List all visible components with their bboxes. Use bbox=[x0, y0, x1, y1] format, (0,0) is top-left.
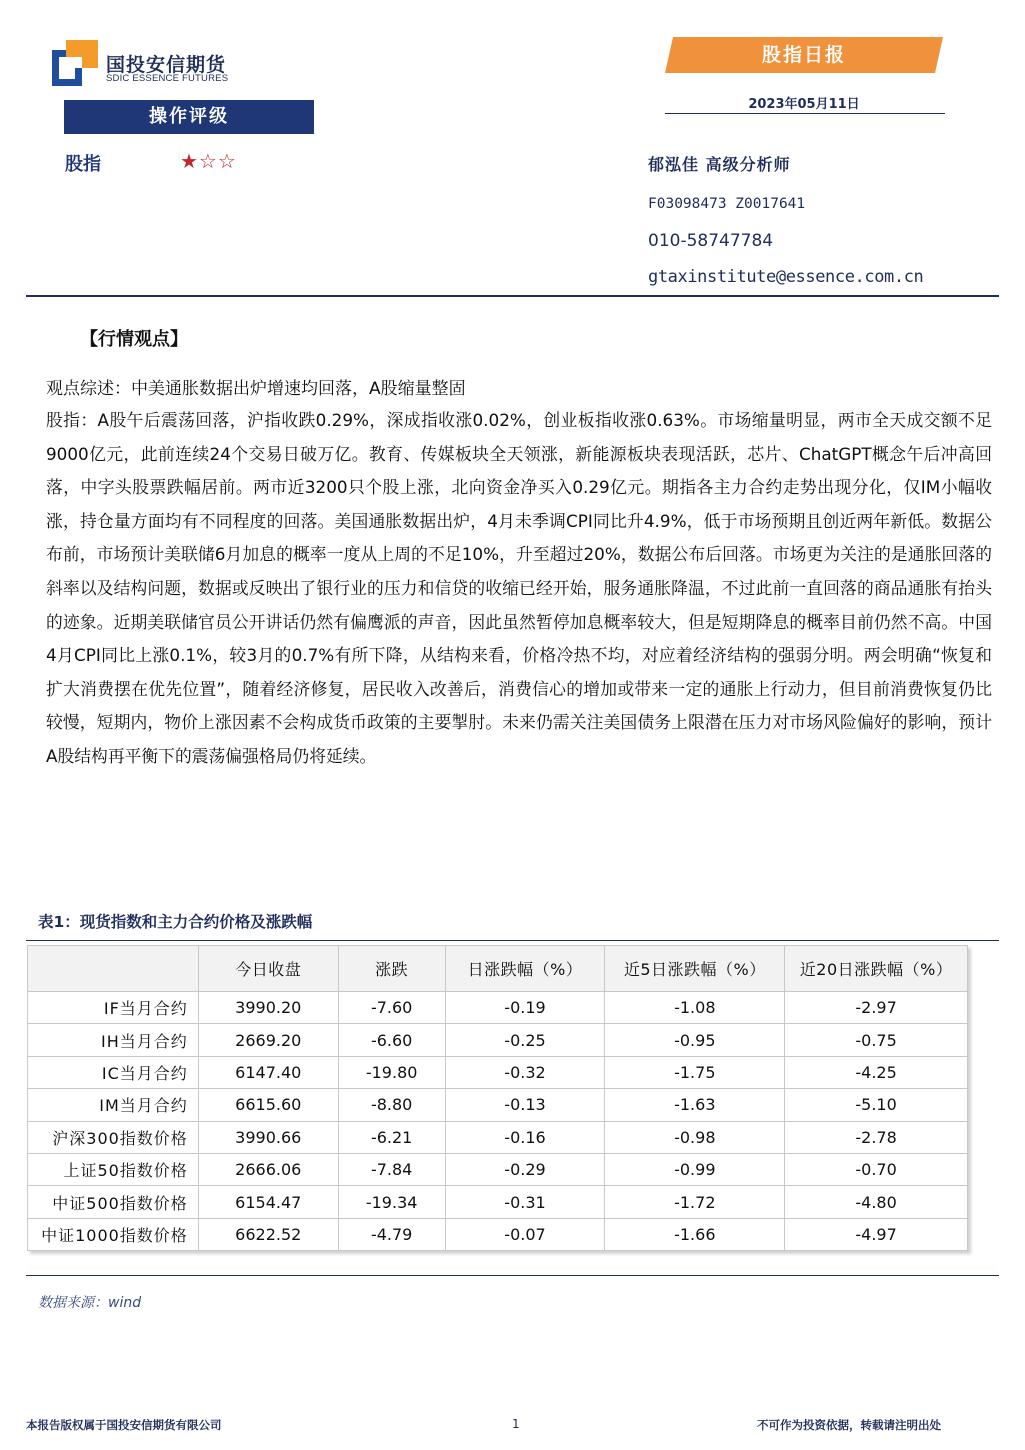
table-title-divider bbox=[26, 940, 999, 941]
report-date: 2023年05月11日 bbox=[748, 97, 860, 112]
cell-20day-pct: -4.80 bbox=[785, 1186, 968, 1218]
table-title: 表1：现货指数和主力合约价格及涨跌幅 bbox=[38, 913, 313, 931]
cell-5day-pct: -1.66 bbox=[605, 1218, 785, 1250]
table-row bbox=[28, 1024, 968, 1056]
cell-change: -8.80 bbox=[338, 1089, 445, 1121]
table-header-row bbox=[28, 946, 968, 992]
cell-daily-pct: -0.31 bbox=[445, 1186, 605, 1218]
rating-label: 股指 bbox=[65, 154, 101, 175]
cell-close: 6147.40 bbox=[198, 1056, 338, 1088]
cell-daily-pct: -0.13 bbox=[445, 1089, 605, 1121]
cell-close: 6615.60 bbox=[198, 1089, 338, 1121]
cell-close: 3990.20 bbox=[198, 992, 338, 1024]
cell-daily-pct: -0.29 bbox=[445, 1153, 605, 1185]
cell-20day-pct: -2.78 bbox=[785, 1121, 968, 1153]
header-cell-change: 涨跌 bbox=[338, 946, 445, 992]
company-name-en: SDIC ESSENCE FUTURES bbox=[106, 73, 229, 84]
header-cell-5day-pct: 近5日涨跌幅（%） bbox=[605, 946, 785, 992]
row-label: 中证1000指数价格 bbox=[28, 1218, 199, 1250]
cell-5day-pct: -1.08 bbox=[605, 992, 785, 1024]
cell-20day-pct: -4.97 bbox=[785, 1218, 968, 1250]
report-type-label: 股指日报 bbox=[761, 44, 846, 66]
price-table bbox=[27, 945, 968, 1251]
table-row bbox=[28, 1121, 968, 1153]
cell-change: -6.21 bbox=[338, 1121, 445, 1153]
table-row bbox=[28, 1186, 968, 1218]
cell-20day-pct: -0.75 bbox=[785, 1024, 968, 1056]
cell-change: -4.79 bbox=[338, 1218, 445, 1250]
cell-change: -19.34 bbox=[338, 1186, 445, 1218]
row-label: IC当月合约 bbox=[28, 1056, 199, 1088]
row-label: IF当月合约 bbox=[28, 992, 199, 1024]
cell-close: 6622.52 bbox=[198, 1218, 338, 1250]
table-row bbox=[28, 992, 968, 1024]
company-name-cn: 国投安信期货 bbox=[106, 54, 227, 76]
table-row bbox=[28, 1218, 968, 1250]
table-row bbox=[28, 1153, 968, 1185]
table-bottom-divider bbox=[26, 1275, 999, 1276]
cell-5day-pct: -1.75 bbox=[605, 1056, 785, 1088]
cell-close: 6154.47 bbox=[198, 1186, 338, 1218]
table-row bbox=[28, 1089, 968, 1121]
cell-5day-pct: -1.63 bbox=[605, 1089, 785, 1121]
summary-line: 观点综述：中美通胀数据出炉增速均回落，A股缩量整固 bbox=[46, 379, 466, 399]
cell-5day-pct: -0.95 bbox=[605, 1024, 785, 1056]
date-underline bbox=[665, 113, 945, 114]
header-cell-20day-pct: 近20日涨跌幅（%） bbox=[785, 946, 968, 992]
cell-5day-pct: -0.98 bbox=[605, 1121, 785, 1153]
cell-20day-pct: -0.70 bbox=[785, 1153, 968, 1185]
rating-title: 操作评级 bbox=[64, 100, 314, 134]
cell-change: -7.84 bbox=[338, 1153, 445, 1185]
cell-20day-pct: -4.25 bbox=[785, 1056, 968, 1088]
row-label: 中证500指数价格 bbox=[28, 1186, 199, 1218]
cell-20day-pct: -5.10 bbox=[785, 1089, 968, 1121]
header-divider bbox=[26, 295, 999, 297]
cell-close: 3990.66 bbox=[198, 1121, 338, 1153]
table-row bbox=[28, 1056, 968, 1088]
analyst-email[interactable]: gtaxinstitute@essence.com.cn bbox=[648, 267, 924, 287]
header-cell-daily-pct: 日涨跌幅（%） bbox=[445, 946, 605, 992]
data-source: 数据来源：wind bbox=[38, 1295, 142, 1311]
analyst-phone: 010-58747784 bbox=[648, 231, 774, 251]
section-heading: 【行情观点】 bbox=[80, 329, 188, 350]
price-table-container bbox=[27, 945, 968, 1251]
cell-daily-pct: -0.07 bbox=[445, 1218, 605, 1250]
company-logo-icon bbox=[52, 40, 98, 86]
body-paragraph: 股指：A股午后震荡回落，沪指收跌0.29%，深成指收涨0.02%，创业板指收涨0.63%。市场缩量明显，两市全天成交额不足9000亿元，此前连续24个交易日破万亿。教育、传媒板块全天领涨，新能源板块表现活跃，芯片、ChatGPT概念午后冲高回落，中字头股票跌幅居前。两市近3200只个股上涨，北向资金净买入0.29亿元。期指各主力合约走势出现分化，仅IM小幅收涨，持仓量方面均有不同程度的回落。美国通胀数据出炉，4月未季调CPI同比升4.9%，低于市场预期且创近两年新低。数据公布前，市场预计美联储6月加息的概率一度从上周的不足10%，升至超过20%，数据公布后回落。市场更为关注的是通胀回落的斜率以及结构问题，数据或反映出了银行业的压力和信贷的收缩已经开始，服务通胀降温，不过此前一直回落的商品通胀有抬头的迹象。近期美联储官员公开讲话仍然有偏鹰派的声音，因此虽然暂停加息概率较大，但是短期降息的概率目前仍然不高。中国4月CPI同比上涨0.1%，较3月的0.7%有所下降，从结构来看，价格冷热不均，对应着经济结构的强弱分明。两会明确“恢复和扩大消费摆在优先位置”，随着经济修复，居民收入改善后，消费信心的增加或带来一定的通胀上行动力，但目前消费恢复仍比较慢，短期内，物价上涨因素不会构成货币政策的主要掣肘。未来仍需关注美国债务上限潜在压力对市场风险偏好的影响，预计A股结构再平衡下的震荡偏强格局仍将延续。 bbox=[46, 410, 992, 766]
page-number: 1 bbox=[512, 1417, 520, 1431]
footer-disclaimer: 不可作为投资依据，转载请注明出处 bbox=[757, 1418, 941, 1432]
analyst-name: 郁泓佳 高级分析师 bbox=[648, 155, 791, 174]
footer-copyright: 本报告版权属于国投安信期货有限公司 bbox=[26, 1418, 222, 1432]
row-label: IM当月合约 bbox=[28, 1089, 199, 1121]
row-label: 沪深300指数价格 bbox=[28, 1121, 199, 1153]
row-label: IH当月合约 bbox=[28, 1024, 199, 1056]
cell-5day-pct: -0.99 bbox=[605, 1153, 785, 1185]
cell-change: -19.80 bbox=[338, 1056, 445, 1088]
row-label: 上证50指数价格 bbox=[28, 1153, 199, 1185]
cell-change: -7.60 bbox=[338, 992, 445, 1024]
cell-close: 2666.06 bbox=[198, 1153, 338, 1185]
cell-change: -6.60 bbox=[338, 1024, 445, 1056]
header-cell-close: 今日收盘 bbox=[198, 946, 338, 992]
cell-5day-pct: -1.72 bbox=[605, 1186, 785, 1218]
cell-20day-pct: -2.97 bbox=[785, 992, 968, 1024]
cell-daily-pct: -0.32 bbox=[445, 1056, 605, 1088]
cell-daily-pct: -0.16 bbox=[445, 1121, 605, 1153]
analyst-cert: F03098473 Z0017641 bbox=[648, 196, 806, 212]
header-cell-blank bbox=[28, 946, 199, 992]
rating-stars: ★☆☆ bbox=[180, 149, 237, 173]
cell-close: 2669.20 bbox=[198, 1024, 338, 1056]
cell-daily-pct: -0.25 bbox=[445, 1024, 605, 1056]
cell-daily-pct: -0.19 bbox=[445, 992, 605, 1024]
